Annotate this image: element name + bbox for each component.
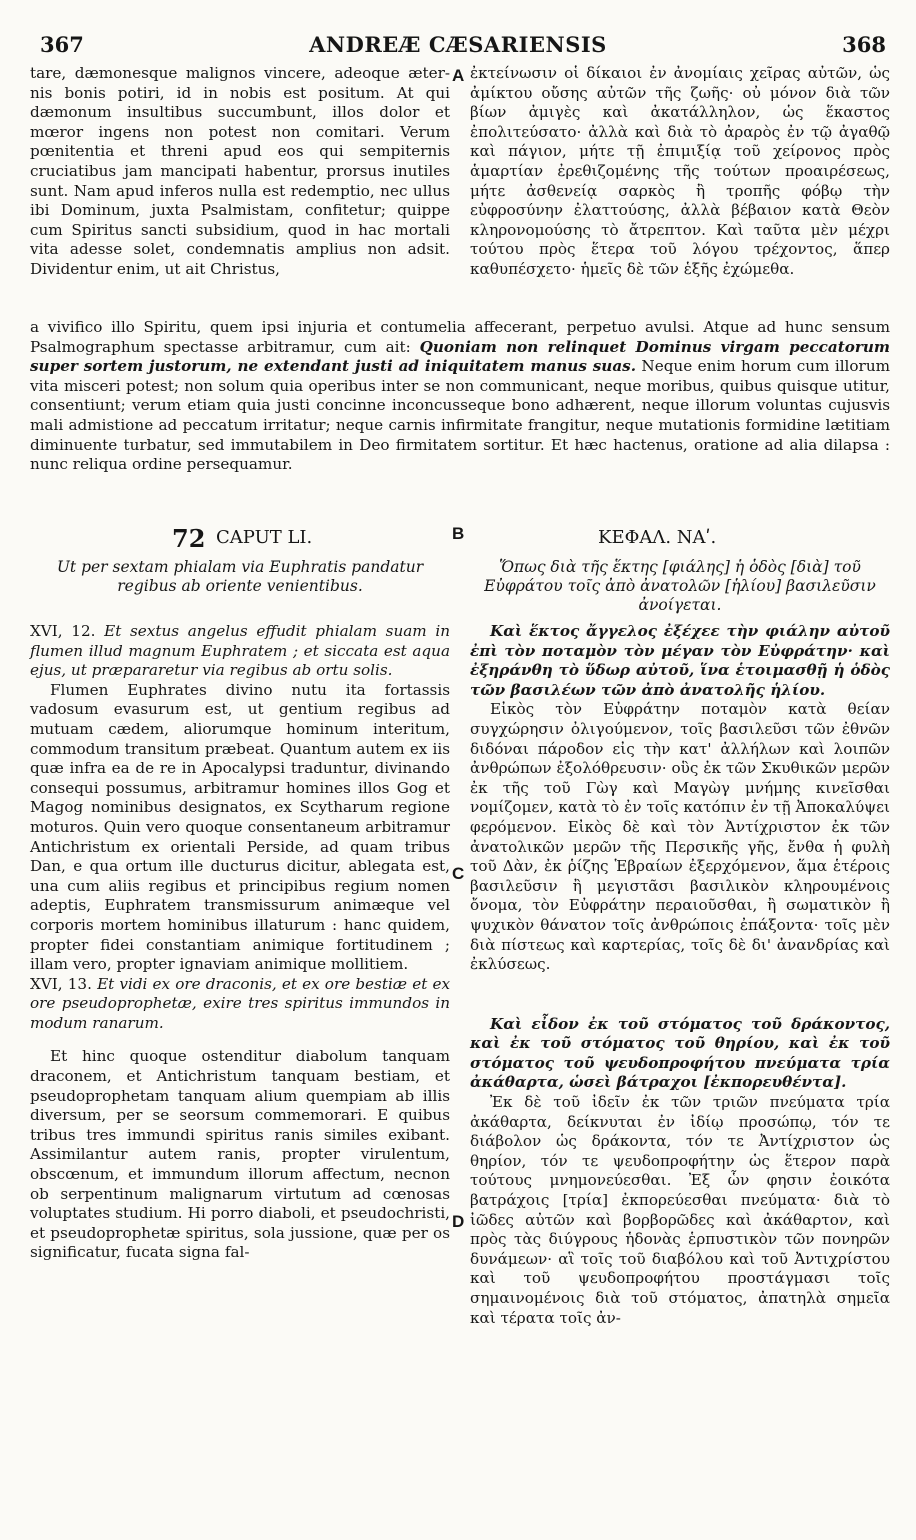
latin-body-column (30, 622, 450, 1263)
right-page-number: 368 (842, 32, 886, 57)
left-page-number: 367 (40, 32, 84, 57)
greek-paragraph: Ἐκ δὲ τοῦ ἰδεῖν ἐκ τῶν τριῶν πνεύματα τρία ἀκάθαρτα, δείκνυται ἐν ἰδίῳ προσώπῳ, τόν τε διάβολον ὡς δράκοντα, τόν τε Ἀντίχριστον ὡς θηρίον, τόν τε ψευδοπροφήτην ὡς ἕτερον παρὰ τούτους μνημονεύεσθαι. Ἐξ ὧν φησιν ἐοικότα βατράχοις [τρία] ἐκπορεύεσθαι πνεύματα· διὰ τὸ ἰῶδες αὐτῶν καὶ βορβορῶδες καὶ ἀκάθαρτον, καὶ πρὸς τὰς διύγρους ἡδονὰς ἑρπυστικὸν τῶν πονηρῶν δυνάμεων· αἳ τοῖς τοῦ διαβόλου καὶ τοῦ Ἀντιχρίστου καὶ τοῦ ψευδοπροφήτου προστάγμασι τοῖς σημαινομένοις διὰ τοῦ στόματος, ἀπατηλὰ σημεῖα καὶ τέρατα τοῖς ἀν- (470, 1093, 890, 1327)
latin-chapter-subtitle: Ut per sextam phialam via Euphratis pandatur regibus ab oriente venientibus. (56, 558, 424, 595)
greek-paragraph: ἐκτείνωσιν οἱ δίκαιοι ἐν ἀνομίαις χεῖρας αὐτῶν, ὡς ἀμίκτου οὔσης αὐτῶν τῆς ζωῆς· οὐ μόνον διὰ τῶν βίων ἀμιγὲς καὶ ἀκατάλληλον, ὡς ἕκαστος ἐπολιτεύσατο· ἀλλὰ καὶ διὰ τὸ ἀραρὸς ἐν τῷ ἀγαθῷ καὶ πάγιον, μήτε τῇ ἐπιμιξίᾳ τοῦ χείρονος πρὸς ἁμαρτίαν ἐρεθιζομένης τῆς τούτων προαιρέσεως, μήτε ἀσθενείᾳ σαρκὸς ἢ τροπῆς φόβῳ τὴν εὐφροσύνην ἐλαττούσης, ἀλλὰ βέβαιον κατὰ Θεὸν κληρονομούσης τὸ ἄτρεπτον. Καὶ ταῦτα μὲν μέχρι τούτου πρὸς ἕτερα τοῦ λόγου τρέχοντος, ἅπερ καθυπέσχετο· ἡμεῖς δὲ τῶν ἑξῆς ἐχώμεθα. (470, 64, 890, 278)
verse-reference: XVI, 13. (30, 974, 92, 993)
greek-body-column (470, 622, 890, 1328)
running-title: ANDREÆ CÆSARIENSIS (309, 32, 607, 57)
latin-column-top (30, 64, 450, 280)
full-text-part1: a vivifico illo Spiritu, quem ipsi injuria et contumelia affecerant, perpetuo avulsi. Atque ad hunc sensum Psalmographum spectasse arbitramur, cum ait: (30, 318, 890, 356)
margin-marker-b: B (452, 524, 465, 543)
verse-reference: XVI, 12. (30, 622, 96, 640)
margin-marker-a: A (452, 66, 465, 85)
psalm-quote: Quoniam non relinquet Dominus virgam peccatorum super sortem justorum, ne extendant justi ad iniquitatem manus suas. (30, 337, 891, 376)
greek-chapter-subtitle: Ὅπως διὰ τῆς ἕκτης [φιάλης] ἡ ὁδὸς [διὰ] τοῦ Εὐφράτου τοῖς ἀπὸ ἀνατολῶν [ἡλίου] βασιλεῦσιν ἀνοίγεται. (484, 558, 876, 614)
margin-marker-c: C (452, 864, 465, 883)
latin-paragraph: tare, dæmonesque malignos vincere, adeoque æter- nis bonis potiri, id in nobis est positum. At qui dæmonum insultibus succumbunt, illos dolor et mœror ingens non potest non comitari. Verum pœnitentia et threni apud eos qui sempiternis cruciatibus jam mancipati habentur, prorsus inutiles sunt. Nam apud inferos nulla est redemptio, nec ullus ibi Dominum, juxta Psalmistam, confitetur; quippe cum Spiritus sancti subsidium, quod in hac mortali vita adesse solet, condemnatis amplius non adsit. Dividentur enim, ut ait Christus, (30, 64, 450, 278)
margin-marker-d: D (452, 1212, 465, 1231)
latin-chapter-heading: CAPUT LI. (216, 527, 313, 548)
greek-verse-text: Καὶ ἕκτος ἄγγελος ἐξέχεε τὴν φιάλην αὐτοῦ ἐπὶ τὸν ποταμὸν τὸν μέγαν τὸν Εὐφράτην· καὶ ἐξηράνθη τὸ ὕδωρ αὐτοῦ, ἵνα ἑτοιμασθῇ ἡ ὁδὸς τῶν βασιλέων τῶν ἀπὸ ἀνατολῆς ἡλίου. (470, 622, 890, 699)
latin-verse-text: Et sextus angelus effudit phialam suam in flumen illud magnum Euphratem ; et siccata est aqua ejus, ut præpararetur via regibus ab ortu solis. (30, 622, 451, 680)
latin-paragraph: Flumen Euphrates divino nutu ita fortassis vadosum evasurum est, ut gentium regibus ad mutuam cædem, aliorumque hominum interitum, commodum transitum præbeat. Quantum autem ex iis quæ infra ea de re in Apocalypsi traduntur, divinando consequi possumus, arbitramur homines illos Gog et Magog nominibus designatos, ex Scytharum regione moturos. Quin vero quoque consentaneum arbitramur Antichristum ex orientali Perside, ad quam tribus Dan, e qua ortum ille ducturus dicitur, ablegata est, una cum aliis regibus et principibus regium nomen adeptis, Euphratem transmissurum animæque vel corporis mortem hominibus illaturum : hanc quidem, propter fidei constantiam animique fortitudinem ; illam vero, propter ignaviam animique mollitiem. (30, 680, 450, 974)
full-text-part2: Neque enim horum cum illorum vita misceri potest; non solum quia operibus inter se non communicant, neque moribus, quibus quisque utitur, consentiunt; verum etiam quia justi concinne inconcusseque bono adhærent, neque illorum voluntas cujusvis mali admistione ad peccatum irritatur; neque carnis infirmitate frangitur, neque mutationis formidine lætitiam diminuente turbatur, sed immutabilem in Deo firmitatem sortitur. Et hæc hactenus, oratione ad alia dilapsa : nunc reliqua ordine persequamur. (30, 357, 890, 474)
greek-column-top (470, 64, 890, 280)
latin-verse-text: Et vidi ex ore draconis, et ex ore bestiæ et ex ore pseudoprophetæ, exire tres spiritus immundos in modum ranarum. (30, 974, 451, 1032)
latin-paragraph: Et hinc quoque ostenditur diabolum tanquam draconem, et Antichristum tanquam bestiam, et pseudoprophetam tanquam alium quempiam ab illis diversum, per se seorsum commemorari. E quibus tribus tres immundi spiritus ranis similes exibant. Assimilantur autem ranis, propter virulentum, obscœnum, et immundum illorum affectum, necnon ob serpentinum malignarum virtutum ad cœnosas voluptates studium. Hi porro diaboli, et pseudochristi, et pseudoprophetæ spiritus, sola jussione, quæ per os significatur, fucata signa fal- (30, 1047, 450, 1262)
column-number: 72 (172, 524, 206, 553)
greek-verse-text: Καὶ εἶδον ἐκ τοῦ στόματος τοῦ δράκοντος, καὶ ἐκ τοῦ στόματος τοῦ θηρίου, καὶ ἐκ τοῦ στόματος τοῦ ψευδοπροφήτου πνεύματα τρία ἀκάθαρτα, ὡσεὶ βάτραχοι [ἐκπορευθέντα]. (470, 1014, 890, 1092)
full-width-paragraph (30, 318, 890, 475)
greek-chapter-heading: ΚΕΦΑΛ. ΝΑʹ. (598, 527, 717, 548)
greek-paragraph: Εἰκὸς τὸν Εὐφράτην ποταμὸν κατὰ θείαν συγχώρησιν ὀλιγούμενον, τοῖς βασιλεῦσι τῶν ἐθνῶν διδόναι πάροδον εἰς τὴν κατ' ἀλλήλων καὶ λοιπῶν ἀνθρώπων ἐξολόθρευσιν· οὓς ἐκ τῶν Σκυθικῶν μερῶν ἐκ τῆς τοῦ Γὼγ καὶ Μαγὼγ μνήμης κινεῖσθαι νομίζομεν, κατὰ τὸ ἐν τοῖς κατόπιν ἐν τῇ Ἀποκαλύψει φερόμενον. Εἰκὸς δὲ καὶ τὸν Ἀντίχριστον ἐκ τῶν ἀνατολικῶν μερῶν τῆς Περσικῆς γῆς, ἔνθα ἡ φυλὴ τοῦ Δὰν, ἐκ ῥίζης Ἑβραίων ἐξερχόμενον, ἅμα ἑτέροις βασιλεῦσιν ἢ μεγιστᾶσι βασιλικὸν κληρουμένοις ὄνομα, τὸν Εὐφράτην περαιοῦσθαι, ἢ σωματικὸν ἢ ψυχικὸν θάνατον τοῖς ἀνθρώποις ἐπάξοντα· τοῖς μὲν διὰ πίστεως καὶ καρτερίας, τοῖς δὲ δι' ἀνανδρίας καὶ ἐκλύσεως. (470, 700, 890, 974)
